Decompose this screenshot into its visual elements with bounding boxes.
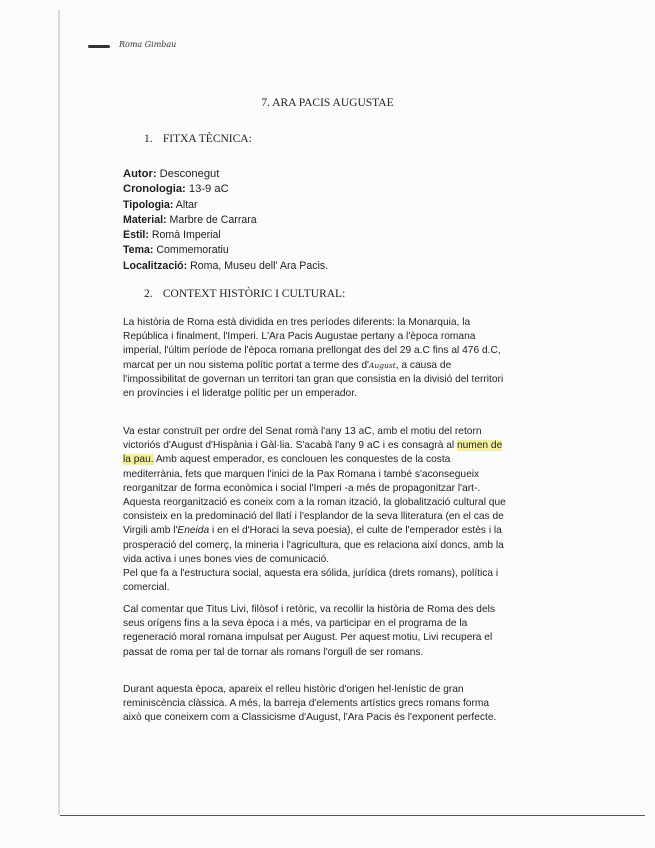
text-segment: Virgili amb l'	[123, 525, 178, 537]
text-segment: , a causa de	[395, 359, 452, 371]
highlighted-text: la pau.	[123, 454, 154, 466]
text-line: comercial.	[123, 582, 170, 594]
text-line	[123, 439, 533, 453]
section-heading-fitxa	[144, 133, 252, 145]
text-segment: Amb aquest emperador, es conclouen les conquestes de la costa	[153, 454, 451, 466]
fact-row-material	[123, 213, 328, 228]
highlighted-text: numen de	[456, 440, 503, 452]
fact-label: Cronologia:	[123, 183, 186, 196]
fact-label: Tipologia:	[123, 198, 174, 211]
fact-label: Autor:	[123, 168, 157, 180]
section-title: CONTEXT HISTÒRIC I CULTURAL:	[162, 288, 346, 300]
text-line	[123, 524, 533, 538]
section-heading-context	[144, 288, 345, 300]
ink-smudge	[88, 45, 110, 48]
fact-value: Commemoratiu	[156, 244, 229, 257]
document-title: 7. ARA PACIS AUGUSTAE	[261, 97, 394, 109]
fact-label: Estil:	[123, 229, 149, 242]
text-line: Pel que fa a l'estructura social, aquesta era sólida, jurídica (drets romans), política i	[123, 568, 499, 580]
handwritten-note: Roma Gimbau	[119, 40, 177, 49]
text-line: en províncies i el lideratge polític per un emperador.	[123, 388, 357, 400]
text-segment: victoriós d'August d'Hispània i Gàl·lia. S'acabà l'any 9 aC i es consagrà al	[123, 440, 457, 452]
fact-row-tema	[123, 243, 328, 258]
text-line: prosperació del comerç, la mineria i l'agricultura, que es relaciona així doncs, amb la	[123, 539, 504, 551]
paragraph-1	[123, 316, 533, 401]
text-line: això que coneixem com a Classicisme d'August, l'Ara Pacis és l'exponent perfecte.	[123, 712, 497, 724]
fact-value: Desconegut	[159, 168, 220, 180]
text-line: República i finalment, l'Imperi. L'Ara Pacis Augustae pertany a l'època romana	[123, 331, 476, 343]
paragraph-3	[123, 603, 533, 660]
fact-value: Romà Imperial	[151, 229, 221, 242]
text-line: La història de Roma està dividida en tres períodes diferents: la Monarquia, la	[123, 317, 471, 328]
text-line: mediterrània, fets que marquen l'inici de la Pax Romana i també s'aconsegueix	[123, 468, 480, 480]
fact-row-estil	[123, 228, 328, 243]
text-line: imperial, l'últim període de l'època romana prellongat des del 29 a.C fins al 476 d.C,	[123, 345, 501, 357]
text-line: seus orígens fins a la seva època i a més, va participar en el programa de la	[123, 618, 468, 630]
fact-value: Altar	[175, 198, 198, 211]
text-line: Durant aquesta època, apareix el relleu històric d'origen hel·lenístic de gran	[123, 684, 464, 695]
text-line: regeneració moral romana impulsat per August. Per aquest motiu, Livi recupera el	[123, 632, 493, 644]
text-line: vida activa i unes bones vies de comunicació.	[123, 553, 330, 565]
page-bottom-edge	[60, 815, 645, 816]
fact-row-localitzacio	[123, 259, 328, 274]
text-line	[123, 359, 533, 373]
section-number: 2.	[144, 288, 153, 300]
fact-row-autor	[123, 167, 328, 182]
text-line: Aquesta reorganització es coneix com a la roman ització, la globalització cultural que	[123, 497, 506, 509]
paragraph-4	[123, 683, 533, 726]
section-number: 1.	[144, 133, 153, 145]
page-edge-shadow	[58, 10, 60, 815]
fact-label: Material:	[123, 213, 167, 226]
text-line	[123, 453, 533, 467]
text-line: l'impossibilitat de governan un territori tan gran que consistia en la divisió del territori	[123, 373, 504, 385]
text-line: reorganitzar de forma econòmica i social l'Imperi -a més de propagonitzar l'art-.	[123, 482, 481, 494]
fact-value: 13-9 aC	[188, 183, 229, 196]
text-line: Cal comentar que Titus Livi, filòsof i retòric, va recollir la història de Roma des dels	[123, 604, 495, 615]
fact-row-tipologia	[123, 198, 328, 213]
text-line: reminiscència clàssica. A més, la barreja d'elements artístics grecs romans forma	[123, 698, 489, 710]
text-segment: marcat per un nou sistema polític portat a terme des d'	[123, 359, 369, 371]
fact-value: Roma, Museu dell' Ara Pacis.	[190, 259, 329, 272]
fact-value: Marbre de Carrara	[169, 213, 257, 226]
text-line: passat de roma per tal de tornar als romans l'orgull de ser romans.	[123, 646, 424, 658]
text-line: consisteix en la predominació del llatí i l'esplandor de la seva lliteratura (en el cas de	[123, 511, 504, 523]
section-title: FITXA TÈCNICA:	[162, 133, 252, 145]
text-segment: i en el d'Horaci la seva poesia), el culte de l'emperador estès i la	[209, 525, 502, 537]
text-line: Va estar construït per ordre del Senat romà l'any 13 aC, amb el motiu del retorn	[123, 426, 482, 437]
handwritten-word: August	[369, 360, 396, 370]
italic-title: Eneida	[177, 525, 210, 537]
fact-label: Localització:	[123, 259, 188, 272]
paragraph-2	[123, 425, 533, 595]
fact-list	[123, 167, 328, 274]
fact-row-cronologia	[123, 182, 328, 197]
fact-label: Tema:	[123, 244, 154, 257]
